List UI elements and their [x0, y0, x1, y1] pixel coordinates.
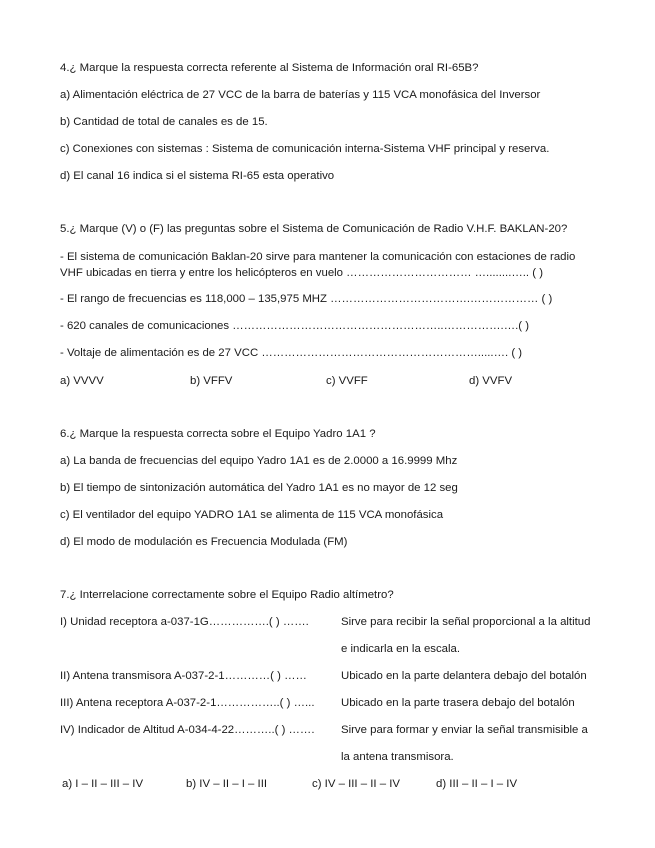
q4-option-d: d) El canal 16 indica si el sistema RI-65 esta operativo — [60, 170, 335, 182]
q6-option-a: a) La banda de frecuencias del equipo Yadro 1A1 es de 2.0000 a 16.9999 Mhz — [60, 455, 458, 467]
q7-row-1-left: I) Unidad receptora a-037-1G…………….( ) ……. — [60, 616, 309, 628]
q7-choice-a: a) I – II – III – IV — [62, 778, 144, 790]
q4-option-c: c) Conexiones con sistemas : Sistema de comunicación interna-Sistema VHF principal y reserva. — [60, 143, 550, 155]
q7-row-2-right: Ubicado en la parte delantera debajo del botalón — [341, 670, 587, 682]
question-5: 5.¿ Marque (V) o (F) las preguntas sobre el Sistema de Comunicación de Radio V.H.F. BAKLAN-20? — [60, 223, 568, 235]
q5-statement-2: - El rango de frecuencias es 118,000 – 135,975 MHZ ……………………………….……………… ( ) — [60, 293, 553, 305]
question-4: 4.¿ Marque la respuesta correcta referente al Sistema de Información oral RI-65B? — [60, 62, 479, 74]
q4-option-b: b) Cantidad de total de canales es de 15. — [60, 116, 268, 128]
q7-row-4-right-cont: la antena transmisora. — [341, 751, 454, 763]
q7-row-3-right: Ubicado en la parte trasera debajo del botalón — [341, 697, 575, 709]
q7-row-1-right-cont: e indicarla en la escala. — [341, 643, 461, 655]
q7-choice-c: c) IV – III – II – IV — [312, 778, 400, 790]
q5-choice-c: c) VVFF — [326, 375, 368, 387]
q7-row-4-left: IV) Indicador de Altitud A-034-4-22………..( ) ……. — [60, 724, 315, 736]
question-6: 6.¿ Marque la respuesta correcta sobre el Equipo Yadro 1A1 ? — [60, 428, 376, 440]
q6-option-b: b) El tiempo de sintonización automática del Yadro 1A1 es no mayor de 12 seg — [60, 482, 458, 494]
q7-row-3-left: III) Antena receptora A-037-2-1……………..( ) …... — [60, 697, 315, 709]
q7-row-2-left: II) Antena transmisora A-037-2-1…………( ) …… — [60, 670, 307, 682]
q7-choice-d: d) III – II – I – IV — [436, 778, 518, 790]
question-7: 7.¿ Interrelacione correctamente sobre el Equipo Radio altímetro? — [60, 589, 394, 601]
q7-choice-b: b) IV – II – I – III — [186, 778, 268, 790]
q6-option-d: d) El modo de modulación es Frecuencia Modulada (FM) — [60, 536, 348, 548]
q5-choice-d: d) VVFV — [469, 375, 513, 387]
q5-statement-4: - Voltaje de alimentación es de 27 VCC ………………………………………………….....…. ( ) — [60, 347, 523, 359]
q5-choice-b: b) VFFV — [190, 375, 233, 387]
q5-choice-a: a) VVVV — [60, 375, 104, 387]
q5-statement-3: - 620 canales de comunicaciones ………………………………………………..…………….….( ) — [60, 320, 530, 332]
q6-option-c: c) El ventilador del equipo YADRO 1A1 se alimenta de 115 VCA monofásica — [60, 509, 444, 521]
q4-option-a: a) Alimentación eléctrica de 27 VCC de la barra de baterías y 115 VCA monofásica del Inversor — [60, 89, 541, 101]
q5-statement-1: - El sistema de comunicación Baklan-20 sirve para mantener la comunicación con estaciones de radio VHF ubicadas en tierra y entre los helicópteros en vuelo …………………………… …........….. ( ) — [60, 251, 576, 279]
q7-row-4-right: Sirve para formar y enviar la señal transmisible a — [341, 724, 588, 736]
q7-row-1-right: Sirve para recibir la señal proporcional a la altitud — [341, 616, 591, 628]
